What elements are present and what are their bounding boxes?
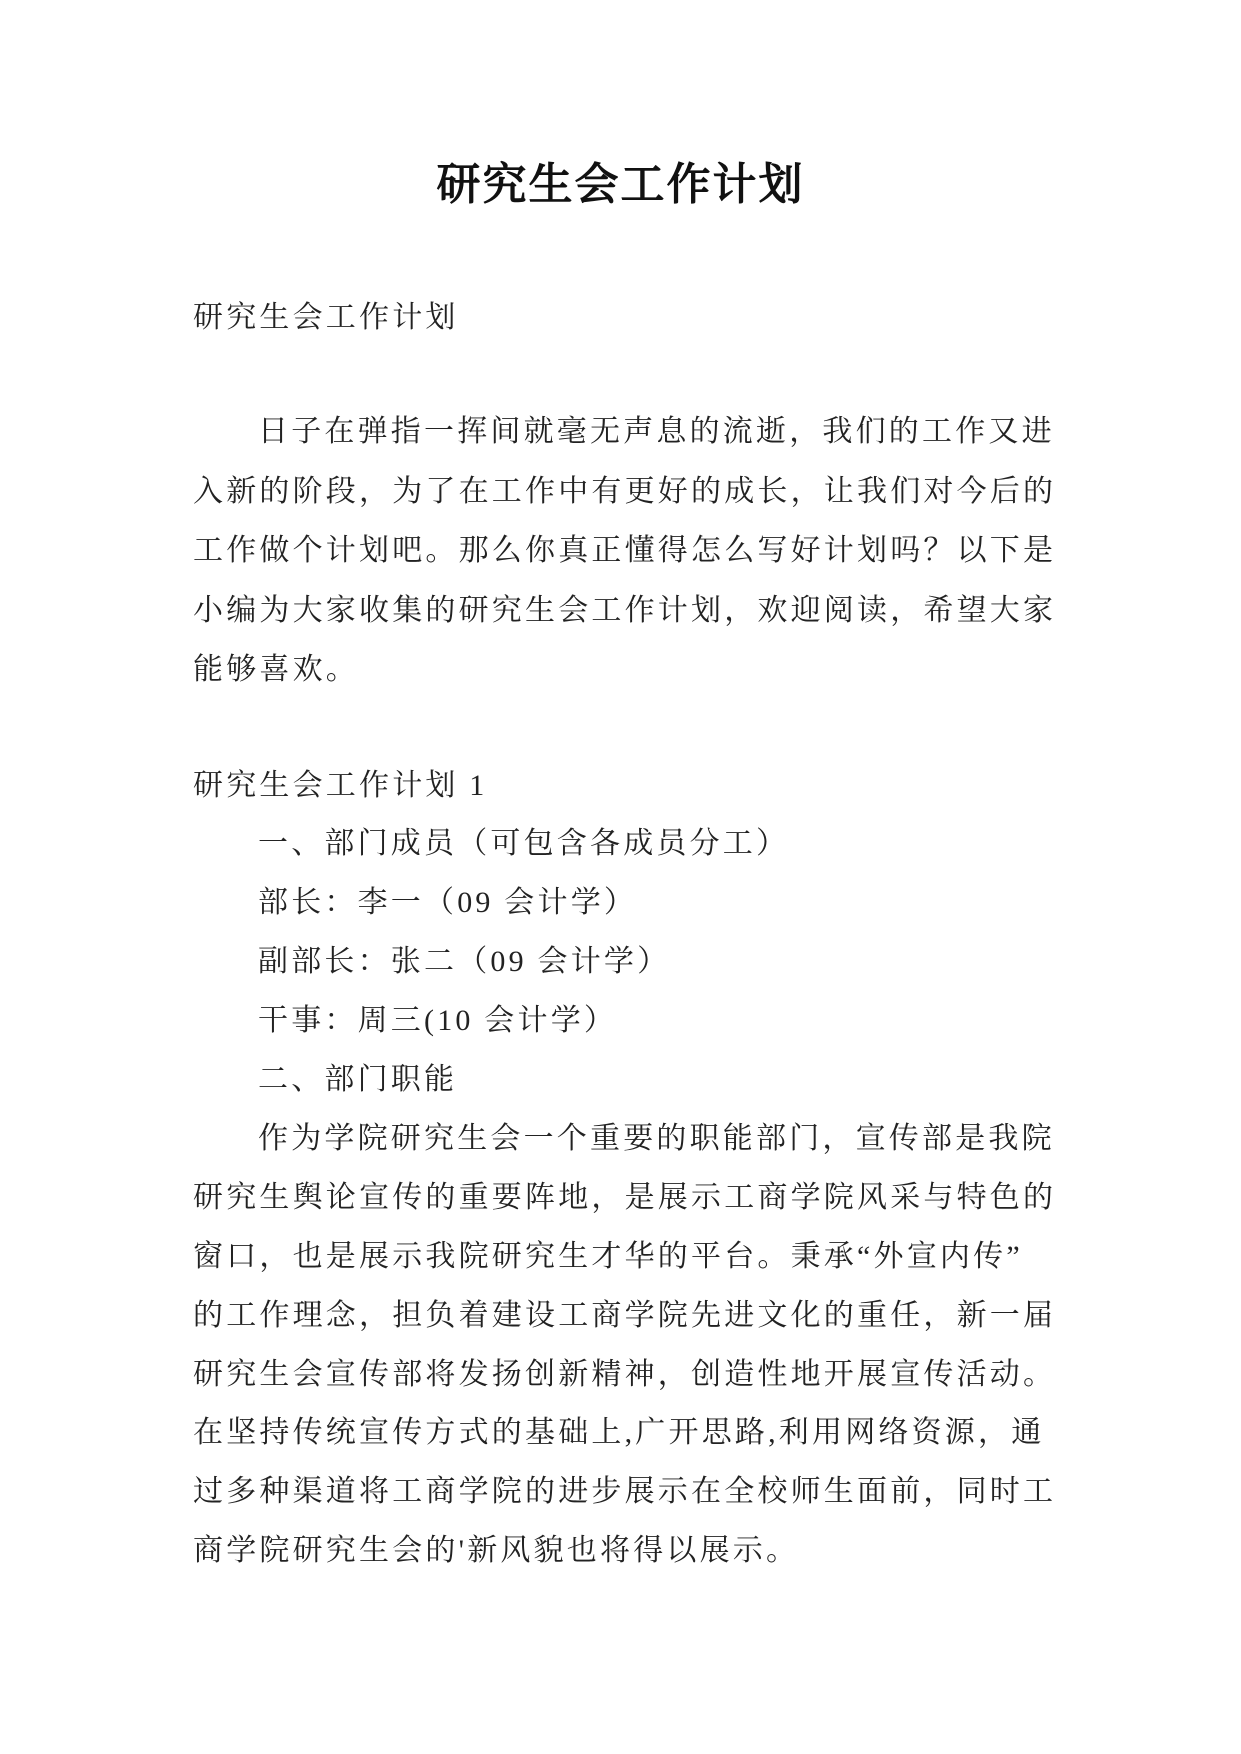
functions-line: 研究生会宣传部将发扬创新精神，创造性地开展宣传活动。 <box>193 1357 1057 1391</box>
document-title: 研究生会工作计划 <box>436 160 805 209</box>
document-subtitle: 研究生会工作计划 <box>193 301 459 334</box>
functions-line: 的工作理念，担负着建设工商学院先进文化的重任，新一届 <box>193 1298 1057 1332</box>
functions-line: 过多种渠道将工商学院的进步展示在全校师生面前，同时工 <box>193 1475 1057 1509</box>
functions-line: 研究生舆论宣传的重要阵地，是展示工商学院风采与特色的 <box>193 1180 1057 1214</box>
member-item: 部长：李一（09 会计学） <box>258 886 638 920</box>
functions-heading: 二、部门职能 <box>258 1063 458 1097</box>
intro-line: 工作做个计划吧。那么你真正懂得怎么写好计划吗？以下是 <box>193 534 1057 567</box>
intro-line: 小编为大家收集的研究生会工作计划，欢迎阅读，希望大家 <box>193 593 1057 627</box>
functions-line: 窗口，也是展示我院研究生才华的平台。秉承“外宣内传” <box>193 1239 1023 1273</box>
intro-paragraph <box>193 402 1056 700</box>
member-item: 干事：周三(10 会计学） <box>258 1004 618 1038</box>
functions-line: 作为学院研究生会一个重要的职能部门，宣传部是我院 <box>258 1121 1055 1155</box>
subtitle-block <box>193 288 459 348</box>
intro-line: 能够喜欢。 <box>193 653 359 686</box>
members-heading: 一、部门成员（可包含各成员分工） <box>258 827 790 861</box>
intro-line: 日子在弹指一挥间就毫无声息的流逝，我们的工作又进 <box>258 415 1055 448</box>
member-item: 副部长：张二（09 会计学） <box>258 945 671 979</box>
plan-1-heading: 研究生会工作计划 1 <box>193 768 488 802</box>
functions-line: 商学院研究生会的'新风貌也将得以展示。 <box>193 1534 800 1568</box>
functions-line: 在坚持传统宣传方式的基础上,广开思路,利用网络资源，通 <box>193 1416 1045 1450</box>
plan-1-section <box>193 757 1056 1582</box>
intro-line: 入新的阶段，为了在工作中有更好的成长，让我们对今后的 <box>193 474 1057 508</box>
